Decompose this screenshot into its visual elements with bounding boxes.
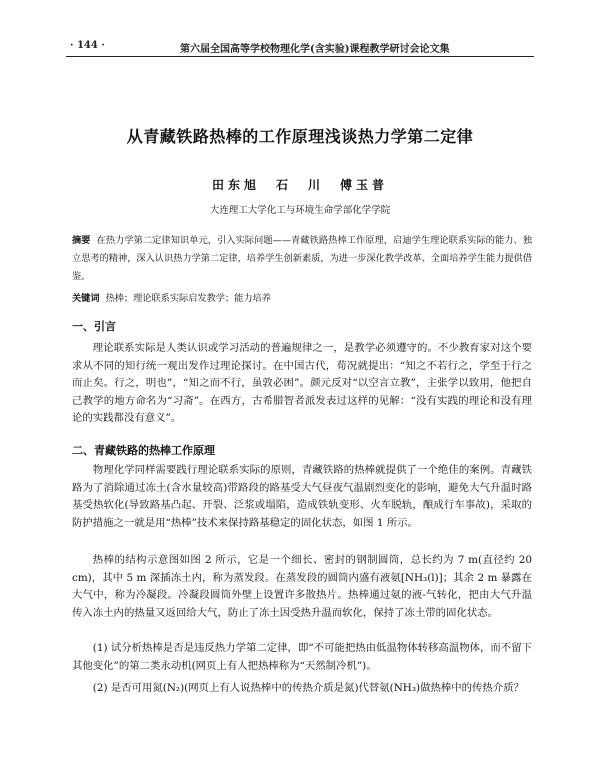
- paragraph: (1) 试分析热棒是否是违反热力学第二定律，即“不可能把热由低温物体转移高温物体，而不留下其他变化”的第二类永动机(网页上有人把热棒称为“天然制冷机”)。: [72, 642, 532, 672]
- keywords-text: 热棒；理论联系实际启发教学；能力培养: [105, 293, 271, 304]
- abstract-text: 在热力学第二定律知识单元，引入实际问题——青藏铁路热棒工作原理，启迪学生理论联系实际的能力、独立思考的精神，深入认识热力学第二定律，培养学生创新素质，为进一步深化教学改革、全面培养学生能力提供借鉴。: [72, 235, 533, 282]
- abstract-label: 摘要: [72, 235, 91, 246]
- affiliation: 大连理工大学化工与环境生命学部化学学院: [209, 205, 391, 216]
- abstract: [72, 232, 532, 286]
- keywords-label: 关键词: [72, 293, 100, 304]
- section-heading-principle: 二、青藏铁路的热棒工作原理: [72, 444, 215, 457]
- running-title: 第六届全国高等学校物理化学(含实验)课程教学研讨会论文集: [180, 44, 450, 55]
- paper-title: 从青藏铁路热棒的工作原理浅谈热力学第二定律: [126, 127, 474, 146]
- paragraph: (2) 是否可用氮(N₂)(网页上有人说热棒中的传热介质是氮)代替氨(NH₃)做热棒中的传热介质？: [92, 682, 524, 694]
- paragraph: 热棒的结构示意图如图 2 所示，它是一个细长、密封的钢制圆筒，总长约为 7 m(直径约 20 cm)，其中 5 m 深插冻土内，称为蒸发段。在蒸发段的圆筒内盛有液氨[NH₃(l)]；其余 2 m 暴露在大气中，称为冷凝段。冷凝段圆筒外壁上设置许多散热片。热棒通过氨的液-气转化，把由大气升温传入冻土内的热量又返回给大气，防止了冻土因受热升温而软化，保持了冻土带的固化状态。: [72, 554, 532, 619]
- authors: 田东旭 石 川 傅玉普: [211, 178, 388, 192]
- header-divider: [66, 56, 534, 57]
- paragraph: 理论联系实际是人类认识或学习活动的普遍规律之一，是教学必须遵守的。不少教育家对这个要求从不同的知行统一观出发作过理论探讨。在中国古代，荀况就提出：“知之不若行之，学至于行之而止矣。行之，明也”，“知之而不行，虽敦必困”。颜元反对“以空言立教”，主张学以致用，他把自己教学的地方命名为“习斋”。在西方，古希腊智者派发表过这样的见解：“没有实践的理论和没有理论的实践都没有意义”。: [72, 342, 532, 425]
- page-number: · 144 ·: [70, 40, 105, 51]
- keywords: [72, 292, 532, 306]
- paragraph: 物理化学同样需要践行理论联系实际的原则，青藏铁路的热棒就提供了一个绝佳的案例。青藏铁路为了消除通过冻土(含水量较高)带路段的路基受大气昼夜气温剧烈变化的影响，避免大气升温时路基受热软化(导致路基凸起、开裂、泛浆或塌陷，造成铁轨变形、火车脱轨，酿成行车事故)，采取的防护措施之一就是用“热棒”技术来保持路基稳定的固化状态，如图 1 所示。: [72, 464, 532, 529]
- section-heading-intro: 一、引言: [72, 320, 116, 333]
